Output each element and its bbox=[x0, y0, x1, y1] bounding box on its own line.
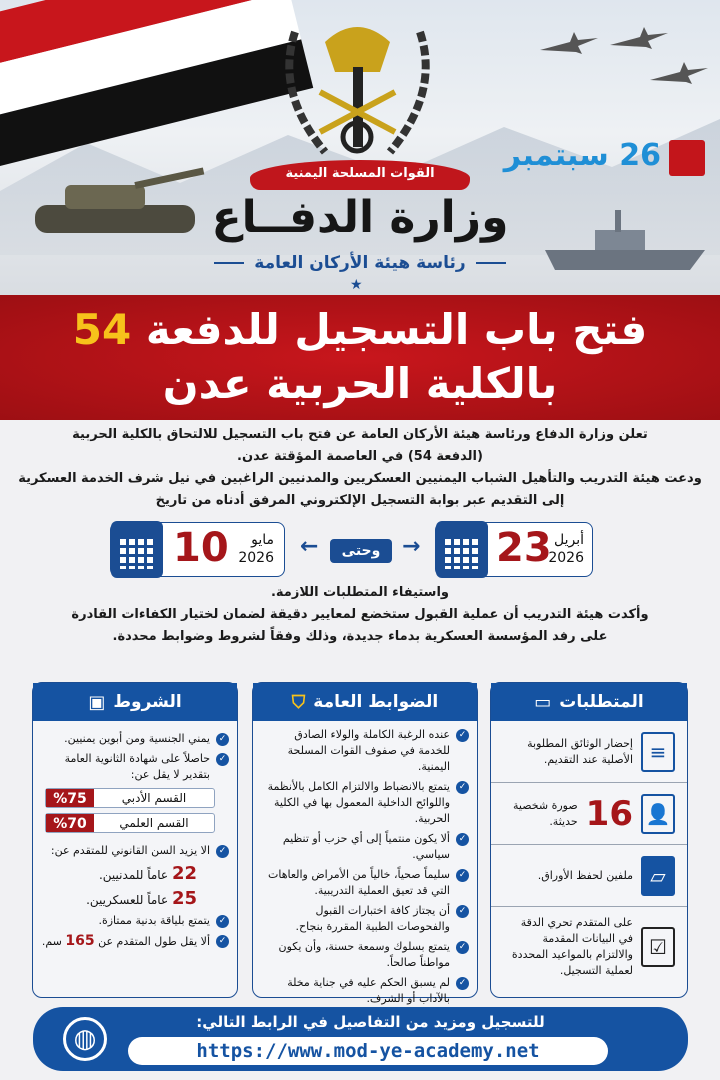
rule-item bbox=[253, 727, 477, 775]
conditions-card bbox=[32, 682, 238, 998]
check-icon: ✓ bbox=[216, 733, 229, 746]
age-number: 25 bbox=[171, 888, 197, 909]
requirement-item bbox=[491, 907, 687, 987]
height-suffix: سم. bbox=[41, 935, 62, 948]
checklist-icon: ☑ bbox=[641, 927, 675, 967]
grade-value: %70 bbox=[46, 814, 94, 832]
rules-list bbox=[253, 727, 477, 1007]
condition-item bbox=[33, 913, 237, 929]
subtitle-text: رئاسة هيئة الأركان العامة bbox=[254, 253, 466, 273]
arrow-right-icon: → bbox=[402, 534, 421, 559]
age-label: عاماً للمدنيين. bbox=[98, 868, 169, 882]
condition-text bbox=[42, 933, 210, 950]
requirement-item bbox=[491, 845, 687, 907]
age-row bbox=[33, 888, 237, 909]
condition-item bbox=[33, 751, 237, 783]
title-banner bbox=[0, 295, 720, 420]
condition-text: حاصلاً على شهادة الثانوية العامة بتقدير لا يقل عن: bbox=[64, 752, 210, 781]
start-month-name: أبريل bbox=[553, 532, 584, 548]
rule-text: لم يسبق الحكم عليه في جناية مخلة بالآداب أو الشرف. bbox=[287, 976, 450, 1005]
ministry-subtitle bbox=[0, 253, 720, 273]
conditions-title: الشروط bbox=[113, 692, 182, 712]
rule-item bbox=[253, 975, 477, 1007]
rule-text: سليماً صحياً، خالياً من الأمراض والعاهات التي قد تعيق العملية التدريبية. bbox=[267, 868, 450, 897]
logo-mark bbox=[669, 140, 705, 176]
requirement-item bbox=[491, 783, 687, 845]
grade-row bbox=[45, 813, 215, 833]
grade-value: %75 bbox=[46, 789, 94, 807]
requirements-title: المتطلبات bbox=[559, 692, 644, 712]
until-label: وحتى bbox=[330, 539, 392, 563]
condition-item bbox=[33, 843, 237, 859]
start-day: 23 bbox=[496, 525, 552, 571]
outro-p3: على رفد المؤسسة العسكرية بدماء جديدة، وذلك وفقاً لشروط وضوابط محددة. bbox=[112, 629, 608, 644]
check-icon: ✓ bbox=[456, 941, 469, 954]
rule-item bbox=[253, 939, 477, 971]
age-number: 22 bbox=[171, 863, 197, 884]
rules-title: الضوابط العامة bbox=[313, 692, 439, 712]
batch-number: 54 bbox=[72, 305, 132, 354]
ministry-title: وزارة الدفــاع bbox=[211, 192, 509, 243]
registration-link[interactable]: https://www.mod-ye-academy.net bbox=[128, 1037, 608, 1065]
requirements-card bbox=[490, 682, 688, 998]
rule-item bbox=[253, 779, 477, 827]
banner-text: فتح باب التسجيل للدفعة bbox=[145, 305, 648, 354]
photo-count: 16 bbox=[585, 793, 633, 834]
rule-text: أن يجتاز كافة اختبارات القبول والفحوصات الطبية المقررة بنجاح. bbox=[295, 904, 450, 933]
check-icon: ✓ bbox=[216, 935, 229, 948]
check-icon: ✓ bbox=[456, 977, 469, 990]
document-icon: ≡ bbox=[641, 732, 675, 772]
intro-text bbox=[0, 424, 720, 512]
end-day: 10 bbox=[173, 525, 229, 571]
requirement-item bbox=[491, 721, 687, 783]
announcement-section bbox=[0, 424, 720, 680]
emblem-logo bbox=[265, 12, 450, 162]
id-card-icon: ▣ bbox=[88, 691, 106, 713]
outro-p1: واستيفاء المتطلبات اللازمة. bbox=[270, 585, 449, 600]
condition-item bbox=[33, 731, 237, 747]
check-icon: ✓ bbox=[456, 729, 469, 742]
check-icon: ✓ bbox=[456, 781, 469, 794]
outro-text bbox=[0, 582, 720, 648]
globe-icon: ◍ bbox=[63, 1017, 107, 1061]
fighter-jets-icon bbox=[530, 20, 710, 90]
outro-p2: وأكدت هيئة التدريب أن عملية القبول ستخضع لمعايير دقيقة لضمان لختيار الكفاءات القادرة bbox=[71, 607, 649, 622]
intro-p2: (الدفعة 54) في العاصمة المؤقتة عدن. bbox=[237, 449, 483, 464]
folder-icon: ▭ bbox=[534, 691, 552, 713]
armed-forces-ribbon: القوات المسلحة اليمنية bbox=[250, 160, 470, 190]
footer-text: للتسجيل ومزيد من التفاصيل في الرابط التالي: bbox=[196, 1013, 545, 1031]
registration-footer bbox=[33, 1007, 688, 1071]
calendar-icon bbox=[111, 521, 163, 578]
check-icon: ✓ bbox=[216, 915, 229, 928]
start-date bbox=[435, 522, 593, 577]
folder-icon: ▱ bbox=[641, 856, 675, 896]
header-image bbox=[0, 0, 720, 295]
intro-p4: إلى التقديم عبر بوابة التسجيل الإلكتروني المرفق أدناه من تاريخ bbox=[155, 493, 565, 508]
height-number: 165 bbox=[65, 933, 95, 949]
intro-p1: تعلن وزارة الدفاع ورئاسة هيئة الأركان العامة عن فتح باب التسجيل للالتحاق بالكلية الحربية bbox=[72, 427, 648, 442]
banner-line-1 bbox=[0, 303, 720, 357]
start-month bbox=[548, 531, 584, 567]
grade-row bbox=[45, 788, 215, 808]
check-icon: ✓ bbox=[456, 905, 469, 918]
rule-text: ألا يكون منتمياً إلى أي حزب أو تنظيم سياسي. bbox=[282, 832, 450, 861]
rule-item bbox=[253, 903, 477, 935]
grade-label: القسم الأدبي bbox=[121, 791, 187, 805]
rule-text: عنده الرغبة الكاملة والولاء الصادق للخدمة في صفوف القوات المسلحة اليمنية. bbox=[287, 728, 450, 773]
age-label: عاماً للعسكريين. bbox=[86, 893, 169, 907]
rule-text: يتمتع بالانضباط والالتزام الكامل بالأنظمة واللوائح الداخلية المعمول بها في الكلية الحربية. bbox=[267, 780, 450, 825]
rule-text: يتمتع بسلوك وسمعة حسنة، وأن يكون مواطناً صالحاً. bbox=[278, 940, 450, 969]
check-icon: ✓ bbox=[216, 753, 229, 766]
shield-check-icon: ⛉ bbox=[291, 691, 306, 713]
end-date bbox=[110, 522, 285, 577]
calendar-icon bbox=[436, 521, 488, 578]
rule-item bbox=[253, 867, 477, 899]
date-range bbox=[0, 520, 720, 578]
check-icon: ✓ bbox=[216, 845, 229, 858]
check-icon: ✓ bbox=[456, 833, 469, 846]
check-icon: ✓ bbox=[456, 869, 469, 882]
end-year: 2026 bbox=[238, 550, 274, 566]
requirements-header bbox=[491, 683, 687, 721]
arrow-left-icon: ← bbox=[300, 534, 319, 559]
height-prefix: ألا يقل طول المتقدم عن bbox=[98, 935, 210, 948]
26-september-logo bbox=[480, 128, 715, 188]
requirement-text: ملفين لحفظ الأوراق. bbox=[537, 868, 633, 882]
requirement-text: على المتقدم تحري الدقة في البيانات المقدمة والالتزام بالمواعيد المحددة لعملية التسجيل. bbox=[511, 916, 633, 977]
condition-text: يتمتع بلياقة بدنية ممتازة. bbox=[98, 914, 210, 927]
grade-label: القسم العلمي bbox=[119, 816, 189, 830]
rule-item bbox=[253, 831, 477, 863]
requirement-text: إحضار الوثائق المطلوبة الأصلية عند التقديم. bbox=[527, 736, 633, 766]
rules-header bbox=[253, 683, 477, 721]
end-month-name: مايو bbox=[251, 532, 274, 548]
end-month bbox=[238, 531, 274, 567]
requirement-text: صورة شخصية حديثة. bbox=[513, 798, 578, 828]
conditions-header bbox=[33, 683, 237, 721]
person-photo-icon: 👤 bbox=[641, 794, 675, 834]
condition-text: يمني الجنسية ومن أبوين يمنيين. bbox=[64, 732, 210, 745]
condition-item bbox=[33, 933, 237, 950]
rules-card bbox=[252, 682, 478, 1005]
banner-line-2: بالكلية الحربية عدن bbox=[162, 359, 558, 408]
start-year: 2026 bbox=[548, 550, 584, 566]
condition-text: الا يزيد السن القانوني للمتقدم عن: bbox=[50, 844, 210, 857]
logo-text: 26 سبتمبر bbox=[503, 138, 661, 173]
age-row bbox=[33, 863, 237, 884]
intro-p3: ودعت هيئة التدريب والتأهيل الشباب اليمنيين العسكريين والمدنيين الراغبين في نيل شرف الخدمة العسكرية bbox=[18, 471, 702, 486]
star-icon: ★ bbox=[350, 277, 363, 293]
